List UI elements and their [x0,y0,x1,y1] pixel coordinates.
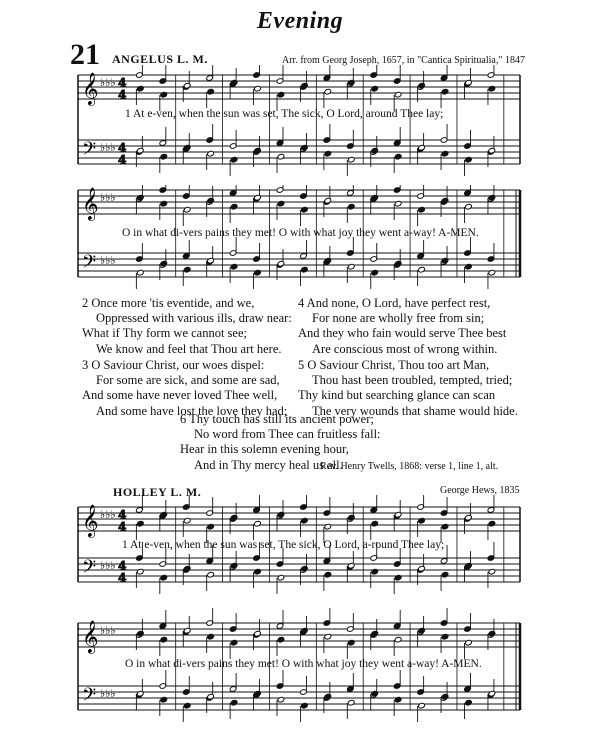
notehead [465,203,473,210]
notehead [137,568,145,575]
svg-text:♭♭♭: ♭♭♭ [100,559,116,572]
notehead [254,520,262,527]
notehead [488,690,496,697]
notehead [347,156,355,163]
notehead [207,197,215,204]
music-system-4 [0,608,600,738]
lyrics-line-3: 1 At e-ven, when the sun was set, The sick, O Lord, a-round Thee lay; [122,539,445,551]
svg-text:♭♭♭: ♭♭♭ [100,191,116,204]
notehead [347,639,355,646]
svg-text:♭♭♭: ♭♭♭ [100,508,116,521]
notehead [347,562,355,569]
verse-4: 4 And none, O Lord, have perfect rest, For none are wholly free from sin; And they who fain would serve Thee best Are conscious most of wrong within. [298,296,507,356]
notehead [183,517,191,524]
notehead [324,197,332,204]
notehead [301,702,309,709]
notehead [277,696,285,703]
svg-text:𝄢: 𝄢 [82,252,97,277]
notehead [418,266,426,273]
bass-staff [78,140,520,164]
notehead [230,562,238,569]
verse-3: 3 O Saviour Christ, our woes dispel: For some are sick, and some are sad, And some have never loved Thee well, And some have lost the love they had; [82,358,288,418]
verse-5: 5 O Saviour Christ, Thou too art Man, Thou hast been troubled, tempted, tried; Thy kind but searching glance can scan The very wounds that shame would hide. [298,358,518,418]
notehead [301,82,309,89]
notehead [254,85,262,92]
verse-6: 6 Thy touch has still its ancient power; No word from Thee can fruitless fall: Hear in this solemn evening hour, And in Thy mercy heal us all. [180,412,381,472]
svg-text:𝄢: 𝄢 [82,557,97,582]
notehead [301,206,309,213]
notehead [394,153,402,160]
notehead [394,636,402,643]
notehead [207,257,215,264]
treble-staff [78,75,520,99]
notehead [371,520,379,527]
notehead [488,520,496,527]
lyrics-line-2: O in what di-vers pains they met! O with what joy they went a-way! A-MEN. [122,227,479,239]
notehead [137,690,145,697]
notehead [347,514,355,521]
notehead [183,82,191,89]
time-signature: 4 [118,520,127,534]
notehead [488,269,496,276]
notehead [183,565,191,572]
notehead [324,88,332,95]
notehead [488,568,496,575]
verse-2: 2 Once more 'tis eventide, and we, Oppressed with various ills, draw near: What if Thy form we cannot see; We know and feel that Thou art here. [82,296,292,356]
notehead [418,517,426,524]
notehead [183,627,191,634]
notehead [207,150,215,157]
notehead [465,639,473,646]
notehead [301,565,309,572]
notehead [277,574,285,581]
notehead [324,633,332,640]
notehead [254,630,262,637]
notehead [137,269,145,276]
notehead [137,85,145,92]
notehead [183,144,191,151]
notehead [230,639,238,646]
notehead [160,153,168,160]
notehead [371,630,379,637]
notehead [465,156,473,163]
page-title: Evening [256,8,344,34]
notehead [183,206,191,213]
notehead [465,514,473,521]
notehead [207,633,215,640]
notehead [371,269,379,276]
time-signature: 4 [118,141,127,155]
notehead [301,144,309,151]
notehead [441,633,449,640]
notehead [371,690,379,697]
svg-text:♭♭♭: ♭♭♭ [100,254,116,267]
hymn-number: 21 [70,38,100,71]
notehead [488,194,496,201]
notehead [488,147,496,154]
tune-name-holley: HOLLEY L. M. [113,485,202,499]
svg-text:♭♭♭: ♭♭♭ [100,687,116,700]
notehead [418,144,426,151]
notehead [371,147,379,154]
notehead [207,88,215,95]
notehead [254,690,262,697]
notehead [277,200,285,207]
svg-text:𝄞: 𝄞 [82,187,99,220]
notehead [230,156,238,163]
notehead [277,260,285,267]
notehead [277,91,285,98]
notehead [418,82,426,89]
notehead [418,627,426,634]
notehead [137,147,145,154]
notehead [277,153,285,160]
notehead [183,702,191,709]
svg-text:𝄢: 𝄢 [82,685,97,710]
notehead [230,263,238,270]
notehead [465,562,473,569]
notehead [230,79,238,86]
notehead [137,520,145,527]
bass-clef-icon: 𝄢 [82,139,97,164]
time-signature: 4 [118,88,127,102]
key-signature-icon: ♭♭♭ [100,76,116,89]
svg-text:♭♭♭: ♭♭♭ [100,624,116,637]
notehead [207,693,215,700]
notehead [137,194,145,201]
notehead [230,203,238,210]
notehead [230,699,238,706]
notehead [347,699,355,706]
notehead [441,693,449,700]
notehead [441,523,449,530]
notehead [441,257,449,264]
notehead [160,574,168,581]
notehead [160,511,168,518]
notehead [254,194,262,201]
music-system-1 [0,65,600,185]
notehead [160,91,168,98]
time-signature: 4 [118,76,127,90]
notehead [488,85,496,92]
notehead [394,696,402,703]
notehead [160,636,168,643]
notehead [137,630,145,637]
tune-credit-holley: George Hews, 1835 [440,485,520,496]
notehead [394,91,402,98]
notehead [277,511,285,518]
notehead [230,514,238,521]
notehead [465,699,473,706]
notehead [441,571,449,578]
lyrics-line-4: O in what di-vers pains they met! O with what joy they went a-way! A-MEN. [125,658,482,670]
notehead [394,511,402,518]
notehead [465,263,473,270]
notehead [347,79,355,86]
notehead [254,568,262,575]
notehead [301,266,309,273]
time-signature: 4 [118,508,127,522]
notehead [207,571,215,578]
notehead [394,200,402,207]
notehead [254,147,262,154]
text-attribution: Rev. Henry Twells, 1868: verse 1, line 1, alt. [320,461,499,472]
notehead [254,269,262,276]
lyrics-line-1: 1 At e-ven, when the sun was set, The sick, O Lord, around Thee lay; [125,108,444,120]
notehead [488,630,496,637]
notehead [207,523,215,530]
notehead [418,206,426,213]
notehead [441,88,449,95]
notehead [394,260,402,267]
notehead [324,693,332,700]
notehead [324,150,332,157]
time-signature: 4 [118,571,127,585]
notehead [441,197,449,204]
notehead [465,79,473,86]
tune-name-angelus: ANGELUS L. M. [112,52,208,66]
svg-text:𝄞: 𝄞 [82,620,99,653]
notehead [371,85,379,92]
notehead [394,574,402,581]
svg-text:𝄞: 𝄞 [82,504,99,537]
notehead [324,523,332,530]
notehead [160,696,168,703]
notehead [418,702,426,709]
notehead [371,568,379,575]
notehead [371,194,379,201]
time-signature: 4 [118,153,127,167]
notehead [347,263,355,270]
notehead [324,571,332,578]
notehead [324,257,332,264]
notehead [183,266,191,273]
notehead [418,565,426,572]
notehead [347,203,355,210]
notes-group [118,65,504,176]
notehead [301,517,309,524]
notehead [441,150,449,157]
tune-credit-angelus: Arr. from Georg Joseph, 1657, in "Cantica Spiritualia," 1847 [282,55,525,66]
notehead [301,627,309,634]
svg-text:♭♭♭: ♭♭♭ [100,141,116,154]
music-system-2 [0,185,600,295]
treble-clef-icon: 𝄞 [82,72,99,105]
notehead [277,636,285,643]
time-signature: 4 [118,559,127,573]
notehead [160,200,168,207]
notehead [160,260,168,267]
